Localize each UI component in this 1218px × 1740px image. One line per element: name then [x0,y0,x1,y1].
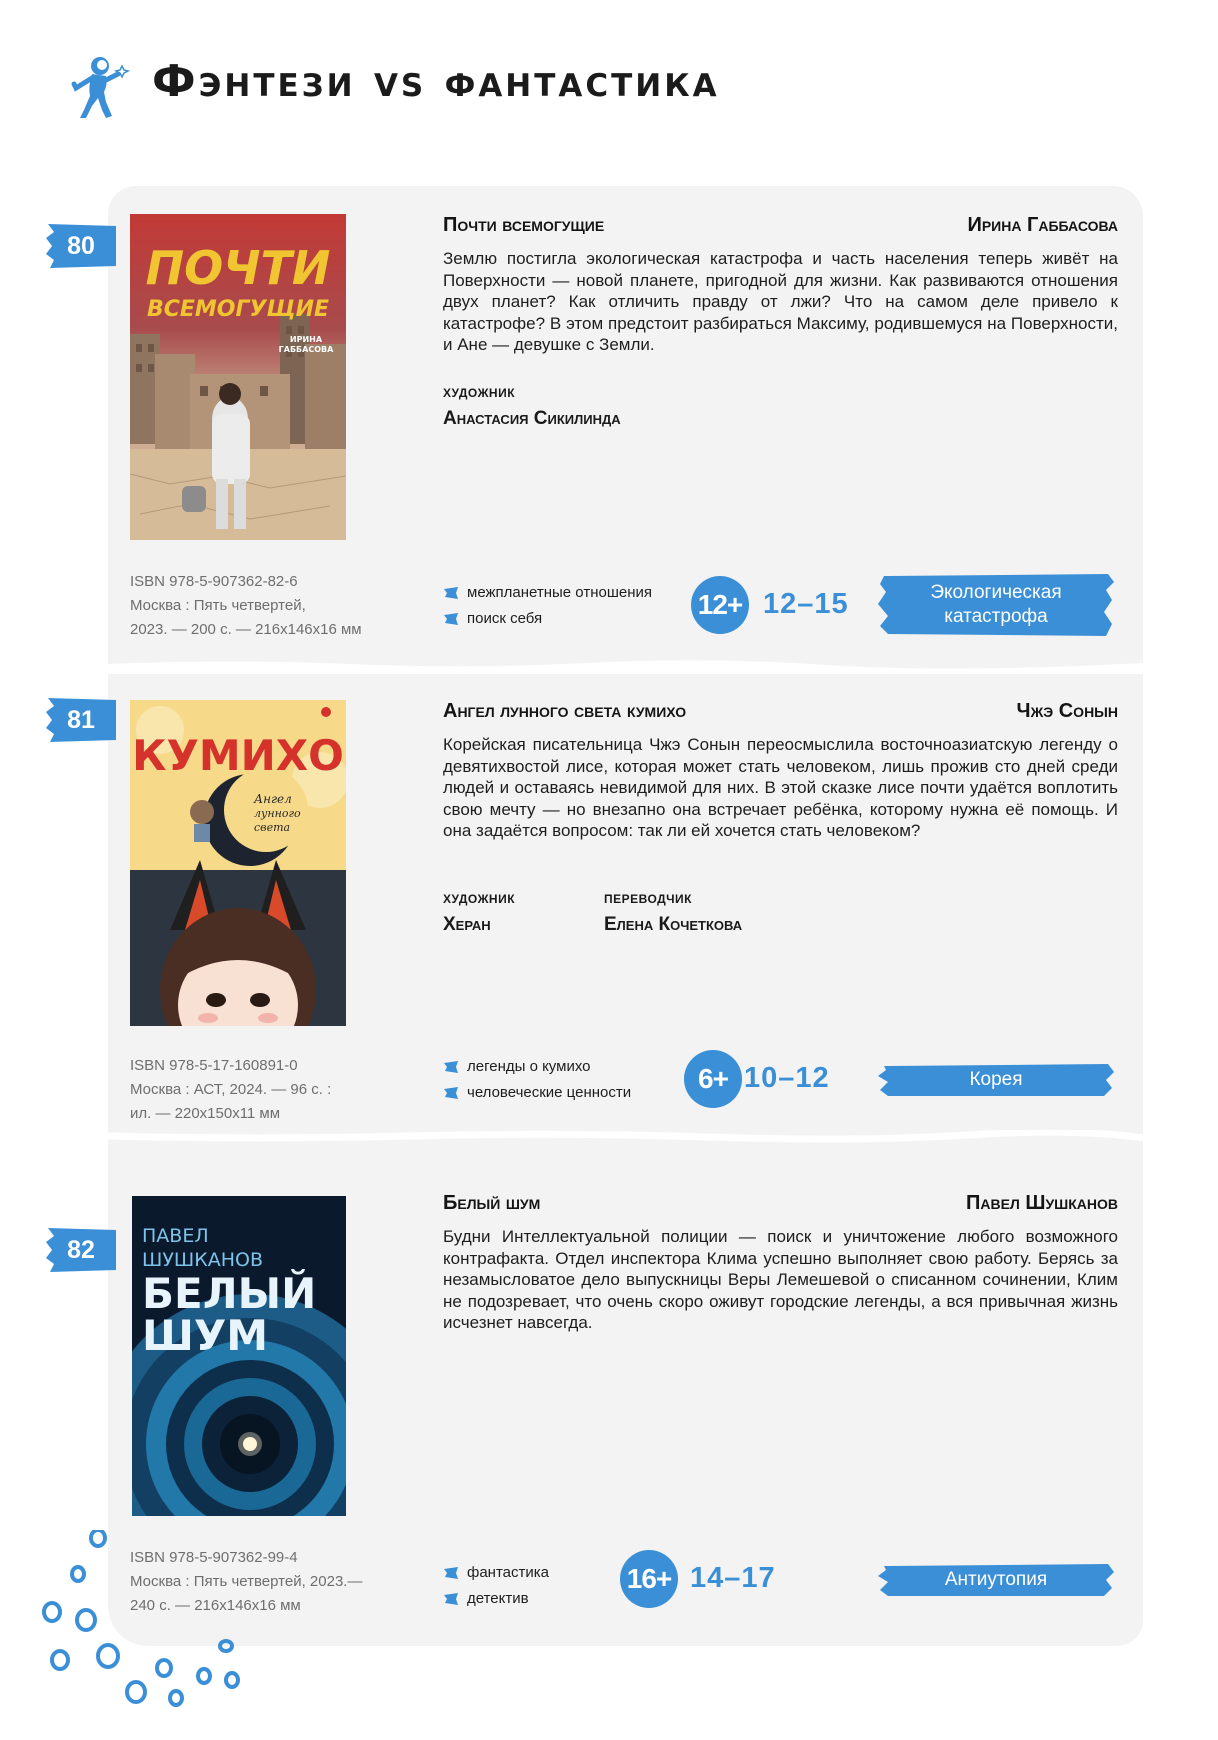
publication-info [130,570,390,642]
book-author: Чжэ Сонын [1016,700,1118,722]
translator-credit [604,888,742,936]
publisher: Москва : Пять четвертей, 2023.— [130,1573,363,1590]
physical-details: ил. — 220х150х11 мм [130,1105,281,1122]
theme-badge [878,1562,1114,1598]
entry-number: 80 [67,232,95,260]
cover-author: ИРИНА [289,335,323,344]
theme-label: Антиутопия [944,1569,1048,1590]
decorative-bubbles-icon [36,1530,256,1730]
theme-label: Корея [969,1069,1023,1090]
cover-title: ВСЕМОГУЩИЕ [146,297,330,322]
illustrator-credit [443,888,515,936]
tag-bullet-icon [443,613,459,625]
cover-author: ГАББАСОВА [278,345,334,354]
theme-badge [878,1062,1114,1098]
book-title: Ангел лунного света кумихо [443,700,687,722]
page-title: Фэнтези vs фантастика [152,56,720,107]
tag-bullet-icon [443,1567,459,1579]
age-rating-badge: 6+ [684,1050,742,1108]
tag-list [443,580,652,632]
publisher: Москва : Пять четвертей, [130,597,306,614]
cover-subtitle: света [254,821,291,834]
book-author: Павел Шушканов [966,1192,1118,1214]
role-label: художник [443,888,516,907]
book-description: Корейская писательница Чжэ Сонын переосмыслила восточноазиатскую легенду о девятихвостой лисе, которая может стать человеком, лишь прожив сто дней среди людей и оставаясь невидимой для них. В этой сказке лисе почти удаётся воплотить свою мечту — но внезапно она встречает ребёнка, которому нужна её помощь. И она задаётся вопросом: так ли ей хочется стать человеком? [443,735,1118,841]
cover-title: ПОЧТИ [145,241,331,295]
entry-divider [108,660,1143,674]
publication-info [130,1054,390,1126]
age-range: 10–12 [744,1062,830,1094]
age-range: 12–15 [763,588,849,620]
role-person: Херан [443,914,491,935]
entry-number: 81 [67,706,95,734]
theme-badge [878,572,1114,638]
tag-bullet-icon [443,587,459,599]
illustrator-credit [443,382,621,430]
isbn: ISBN 978-5-907362-99-4 [130,1549,298,1566]
book-cover [132,1196,346,1516]
tag-item: межпланетные отношения [443,580,652,606]
age-rating-badge: 16+ [620,1550,678,1608]
cover-title: БЕЛЫЙ [142,1269,317,1318]
tag-item: поиск себя [443,606,652,632]
publisher-logo-icon [321,707,331,717]
book-author: Ирина Габбасова [967,214,1118,236]
isbn: ISBN 978-5-17-160891-0 [130,1057,298,1074]
book-title: Почти всемогущие [443,214,605,236]
tag-bullet-icon [443,1087,459,1099]
age-rating-badge: 12+ [691,576,749,634]
book-cover [130,214,346,540]
cover-title: КУМИХО [132,731,344,780]
cover-title: ШУМ [142,1311,269,1360]
role-person: Елена Кочеткова [604,914,743,935]
book-description: Будни Интеллектуальной полиции — поиск и уничтожение любого возможного контрафакта. Отдел инспектора Клима успешно выполняет свою работу. Берясь за незамысловатое дело выпускницы Веры Лемешевой о списанном сочинении, Клим не подозревает, что очень скоро оживут городские легенды, а вся привычная жизнь исчезнет навсегда. [443,1227,1118,1333]
tag-bullet-icon [443,1593,459,1605]
role-person: Анастасия Сикилинда [443,408,621,429]
tag-list [443,1054,631,1106]
age-range: 14–17 [690,1562,776,1594]
entry-number-tag [46,1226,116,1274]
tag-item: фантастика [443,1560,549,1586]
book-description: Землю постигла экологическая катастрофа и часть населения теперь живёт на Поверхности — новой планете, пригодной для жизни. Как развиваются отношения двух планет? Как отличить правду от лжи? Что на самом деле привело к катастрофе? В этом предстоит разбираться Максиму, родившемуся на Поверхности, и Ане — девушке с Земли. [443,249,1118,355]
physical-details: 240 с. — 216х146х16 мм [130,1597,301,1614]
tag-item: человеческие ценности [443,1080,631,1106]
physical-details: 2023. — 200 с. — 216х146х16 мм [130,621,362,638]
theme-label: катастрофа [944,606,1048,627]
cover-subtitle: Ангел [254,792,292,806]
tag-item: легенды о кумихо [443,1054,631,1080]
cover-subtitle: лунного [254,807,301,820]
entry-number: 82 [67,1236,95,1264]
tag-item: детектив [443,1586,549,1612]
cover-author: ШУШКАНОВ [142,1249,263,1271]
role-label: переводчик [604,888,692,907]
cover-author: ПАВЕЛ [142,1225,209,1247]
isbn: ISBN 978-5-907362-82-6 [130,573,298,590]
theme-label: Экологическая [930,582,1062,603]
book-title: Белый шум [443,1192,541,1214]
astronaut-icon [62,52,132,124]
entry-number-tag [46,696,116,744]
book-cover [130,700,346,1026]
entry-number-tag [46,222,116,270]
role-label: художник [443,382,516,401]
tag-bullet-icon [443,1061,459,1073]
entry-divider [108,1130,1143,1144]
publisher: Москва : АСТ, 2024. — 96 с. : [130,1081,332,1098]
tag-list [443,1560,549,1612]
